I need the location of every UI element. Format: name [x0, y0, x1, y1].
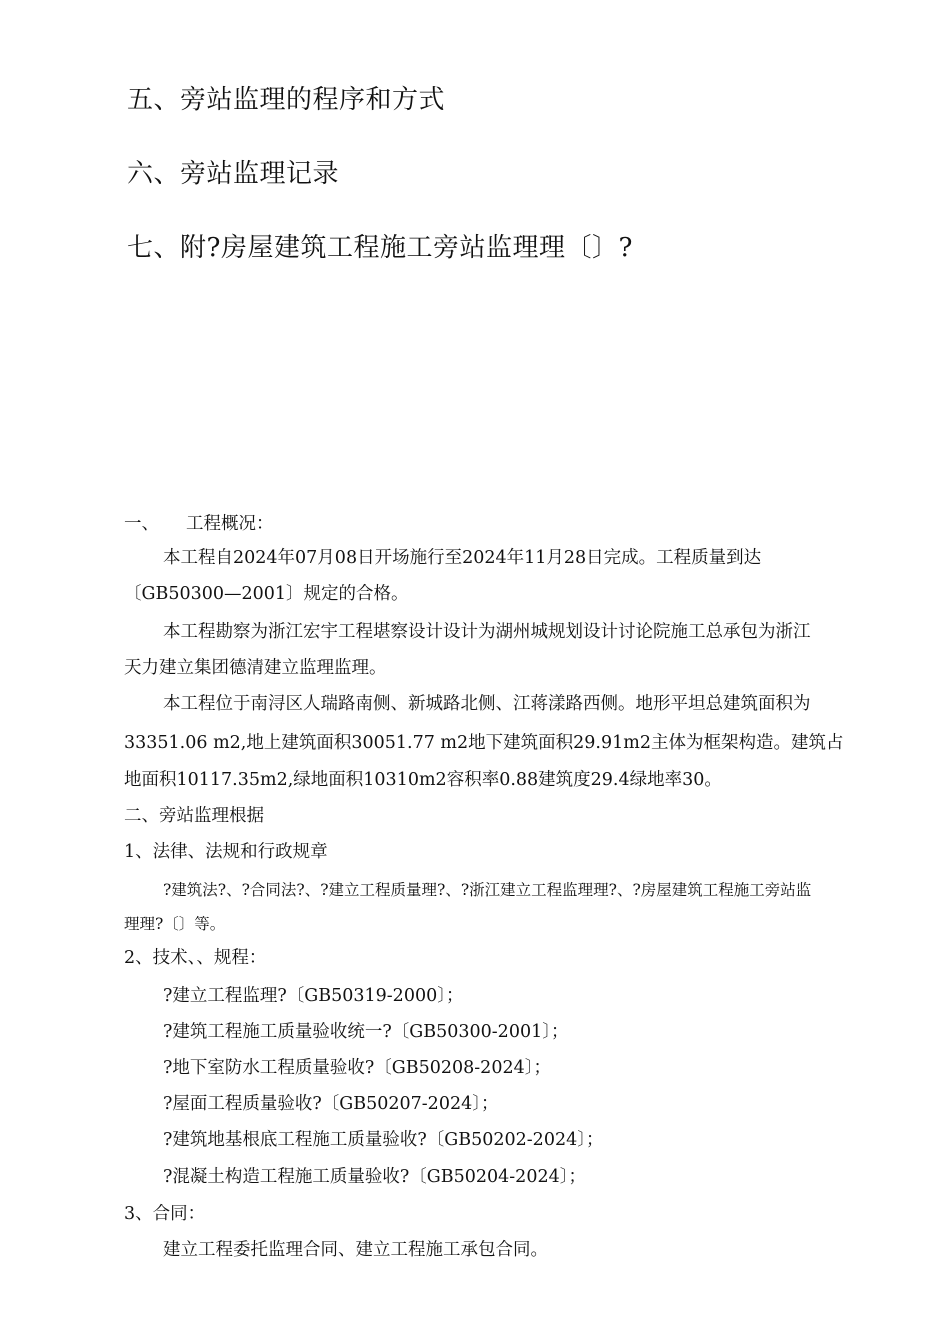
- section-2-title: 二、旁站监理根据: [124, 806, 264, 826]
- subsection-1-title: 1、法律、法规和行政规章: [124, 842, 328, 862]
- toc-item-6: 六、旁站监理记录: [127, 159, 340, 189]
- paragraph-3-line-3: 地面积10117.35m2,绿地面积10310m2容积率0.88建筑度29.4绿地率30。: [124, 770, 722, 790]
- section-1-number: 一、: [124, 514, 159, 534]
- subsection-1-line-1: ?建筑法?、?合同法?、?建立工程质量理?、?浙江建立工程监理理?、?房屋建筑工程施工旁站监: [163, 881, 812, 899]
- subsection-1-line-2: 理理?〔〕等。: [124, 915, 226, 933]
- toc-item-7: 七、附?房屋建筑工程施工旁站监理理〔〕?: [127, 233, 633, 263]
- paragraph-2-line-1: 本工程勘察为浙江宏宇工程堪察设计设计为湖州城规划设计讨论院施工总承包为浙江: [163, 622, 811, 642]
- subsection-2-title: 2、技术、、规程：: [124, 948, 267, 968]
- standard-item: ?混凝土构造工程施工质量验收?〔GB50204-2024〕；: [163, 1167, 586, 1187]
- paragraph-1-line-2: 〔GB50300—2001〕规定的合格。: [124, 584, 409, 604]
- paragraph-3-line-1: 本工程位于南浔区人瑞路南侧、新城路北侧、江蒋漾路西侧。地形平坦总建筑面积为: [163, 694, 811, 714]
- section-1-title: 工程概况：: [186, 514, 274, 534]
- paragraph-2-line-2: 天力建立集团德清建立监理监理。: [124, 658, 387, 678]
- subsection-3-line-1: 建立工程委托监理合同、建立工程施工承包合同。: [163, 1240, 548, 1260]
- standard-item: ?建筑工程施工质量验收统一?〔GB50300-2001〕；: [163, 1022, 569, 1042]
- toc-item-5: 五、旁站监理的程序和方式: [127, 85, 446, 115]
- paragraph-3-line-2: 33351.06 m2,地上建筑面积30051.77 m2地下建筑面积29.91m2主体为框架构造。建筑占: [124, 733, 844, 753]
- standard-item: ?屋面工程质量验收?〔GB50207-2024〕；: [163, 1094, 499, 1114]
- standard-item: ?建立工程监理?〔GB50319-2000〕；: [163, 986, 464, 1006]
- standard-item: ?建筑地基根底工程施工质量验收?〔GB50202-2024〕；: [163, 1130, 604, 1150]
- paragraph-1-line-1: 本工程自2024年07月08日开场施行至2024年11月28日完成。工程质量到达: [163, 548, 762, 568]
- standard-item: ?地下室防水工程质量验收?〔GB50208-2024〕；: [163, 1058, 551, 1078]
- subsection-3-title: 3、合同：: [124, 1204, 206, 1224]
